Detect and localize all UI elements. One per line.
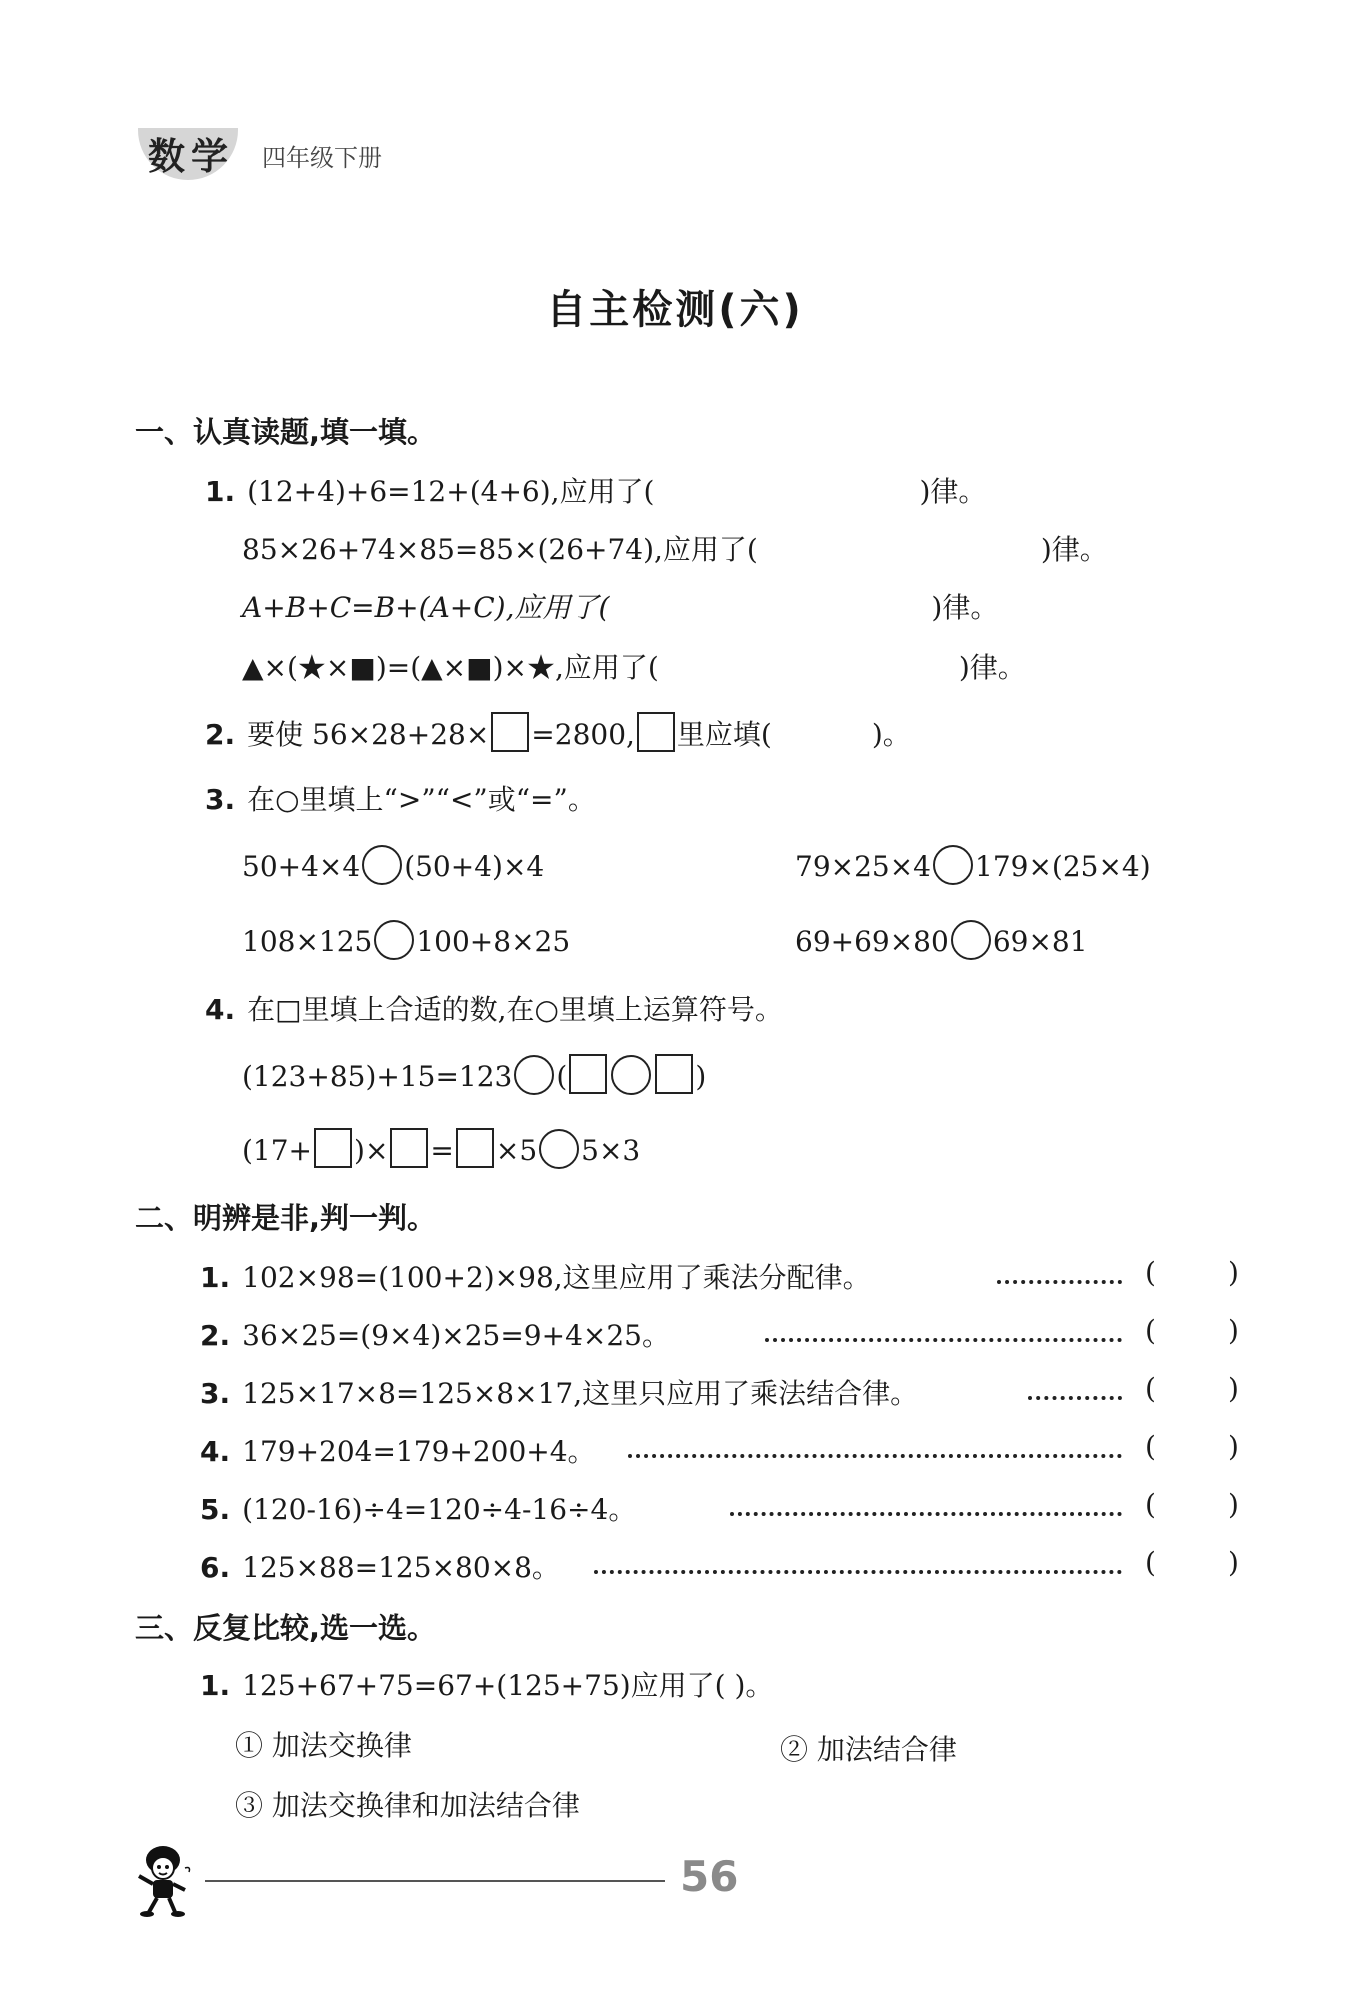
item-text: 36×25=(9×4)×25=9+4×25。	[242, 1319, 670, 1352]
expr: )	[695, 1060, 707, 1093]
item-number: 3.	[200, 1377, 231, 1410]
expr-left: 79×25×4	[795, 850, 931, 883]
expr-left: 108×125	[242, 925, 373, 958]
expr: 5×3	[581, 1134, 641, 1167]
q2-text-d: )。	[871, 718, 911, 751]
q4-item2	[242, 1128, 640, 1169]
option-1[interactable]: ① 加法交换律	[235, 1729, 412, 1762]
answer-paren-open[interactable]: (	[1145, 1372, 1156, 1405]
leader-dots	[594, 1570, 1122, 1574]
answer-box[interactable]	[655, 1054, 693, 1094]
q1-l4-expr: ▲×(★×■)=(▲×■)×★,应用了(	[242, 651, 659, 684]
option-3[interactable]: ③ 加法交换律和加法结合律	[235, 1789, 580, 1822]
expr: )×	[354, 1134, 389, 1167]
item-text: 125×88=125×80×8。	[242, 1551, 560, 1584]
expr-right: 100+8×25	[416, 925, 571, 958]
item-number: 1.	[200, 1261, 231, 1294]
grade-label: 四年级下册	[262, 144, 382, 172]
leader-dots	[1028, 1396, 1122, 1400]
expr-right: 179×(25×4)	[975, 850, 1151, 883]
answer-paren-open[interactable]: (	[1145, 1488, 1156, 1521]
q4-number: 4.	[205, 993, 236, 1026]
expr: (	[556, 1060, 568, 1093]
q3-item-d	[795, 920, 1088, 960]
item-number: 6.	[200, 1551, 231, 1584]
answer-circle[interactable]	[374, 920, 414, 960]
expr-left: 50+4×4	[242, 850, 361, 883]
answer-circle[interactable]	[514, 1055, 554, 1095]
expr-right: 69×81	[992, 925, 1088, 958]
item-text: 179+204=179+200+4。	[242, 1435, 596, 1468]
expr-left: 69+69×80	[795, 925, 949, 958]
item-number: 4.	[200, 1435, 231, 1468]
judge-item-5	[200, 1488, 636, 1528]
q1-line1	[205, 470, 986, 510]
answer-paren-close: )	[1228, 1372, 1239, 1405]
leader-dots	[628, 1454, 1122, 1458]
answer-circle[interactable]	[611, 1055, 651, 1095]
q1-line3	[242, 586, 998, 626]
answer-box[interactable]	[491, 712, 529, 752]
judge-item-6	[200, 1546, 560, 1586]
q2-text-b: =2800,	[531, 718, 635, 751]
leader-dots	[730, 1512, 1122, 1516]
q3-item-a	[242, 845, 544, 885]
answer-paren-open[interactable]: (	[1145, 1430, 1156, 1463]
q1-l4-end: )律。	[958, 651, 1026, 684]
answer-paren-open[interactable]: (	[1145, 1314, 1156, 1347]
q2-line	[205, 712, 911, 753]
answer-box[interactable]	[569, 1054, 607, 1094]
q1-line4	[242, 646, 1026, 686]
footer-rule	[205, 1880, 665, 1882]
section2-heading: 二、明辨是非,判一判。	[135, 1201, 437, 1235]
answer-paren-close: )	[1228, 1314, 1239, 1347]
subject-label: 数学	[148, 135, 234, 178]
q4-line	[205, 988, 783, 1028]
answer-box[interactable]	[637, 712, 675, 752]
judge-item-1	[200, 1256, 871, 1296]
q4-text: 在□里填上合适的数,在○里填上运算符号。	[247, 993, 783, 1026]
q3-text: 在○里填上“>”“<”或“=”。	[247, 783, 596, 816]
q1-line2	[242, 528, 1108, 568]
answer-box[interactable]	[314, 1128, 352, 1168]
q1-l3-end: )律。	[931, 591, 999, 624]
judge-item-4	[200, 1430, 596, 1470]
item-number: 5.	[200, 1493, 231, 1526]
option-2[interactable]: ② 加法结合律	[780, 1733, 957, 1766]
mascot-icon	[125, 1838, 205, 1918]
q3-item-b	[795, 845, 1151, 885]
page-number: 56	[680, 1852, 739, 1901]
answer-circle[interactable]	[933, 845, 973, 885]
section3-heading: 三、反复比较,选一选。	[135, 1611, 437, 1645]
section1-heading: 一、认真读题,填一填。	[135, 415, 437, 449]
answer-circle[interactable]	[362, 845, 402, 885]
item-text: 125+67+75=67+(125+75)应用了( )。	[242, 1669, 774, 1702]
choice-q1	[200, 1664, 773, 1704]
q2-text-c: 里应填(	[676, 718, 772, 751]
q1-l2-expr: 85×26+74×85=85×(26+74),应用了(	[242, 533, 758, 566]
q1-l3-expr: A+B+C=B+(A+C),应用了(	[242, 591, 610, 624]
leader-dots	[997, 1280, 1122, 1284]
expr-right: (50+4)×4	[404, 850, 545, 883]
q1-l2-end: )律。	[1040, 533, 1108, 566]
q1-number: 1.	[205, 475, 236, 508]
answer-box[interactable]	[390, 1128, 428, 1168]
expr: (17+	[242, 1134, 313, 1167]
q3-line	[205, 778, 596, 818]
item-text: (120-16)÷4=120÷4-16÷4。	[242, 1493, 637, 1526]
expr: ×5	[495, 1134, 538, 1167]
answer-paren-open[interactable]: (	[1145, 1546, 1156, 1579]
answer-paren-close: )	[1228, 1546, 1239, 1579]
page-title: 自主检测(六)	[546, 287, 804, 333]
leader-dots	[765, 1338, 1122, 1342]
q4-item1	[242, 1054, 706, 1095]
q1-l1-expr: (12+4)+6=12+(4+6),应用了(	[247, 475, 655, 508]
answer-paren-close: )	[1228, 1256, 1239, 1289]
item-text: 125×17×8=125×8×17,这里只应用了乘法结合律。	[242, 1377, 919, 1410]
answer-paren-close: )	[1228, 1488, 1239, 1521]
q3-item-c	[242, 920, 570, 960]
q1-l1-end: )律。	[919, 475, 987, 508]
q2-text-a: 要使 56×28+28×	[247, 718, 490, 751]
answer-paren-open[interactable]: (	[1145, 1256, 1156, 1289]
expr: (123+85)+15=123	[242, 1060, 513, 1093]
answer-circle[interactable]	[951, 920, 991, 960]
q3-number: 3.	[205, 783, 236, 816]
item-number: 2.	[200, 1319, 231, 1352]
answer-box[interactable]	[456, 1128, 494, 1168]
answer-paren-close: )	[1228, 1430, 1239, 1463]
expr: =	[430, 1134, 454, 1167]
item-text: 102×98=(100+2)×98,这里应用了乘法分配律。	[242, 1261, 871, 1294]
item-number: 1.	[200, 1669, 231, 1702]
judge-item-2	[200, 1314, 670, 1354]
judge-item-3	[200, 1372, 918, 1412]
q2-number: 2.	[205, 718, 236, 751]
answer-circle[interactable]	[539, 1129, 579, 1169]
